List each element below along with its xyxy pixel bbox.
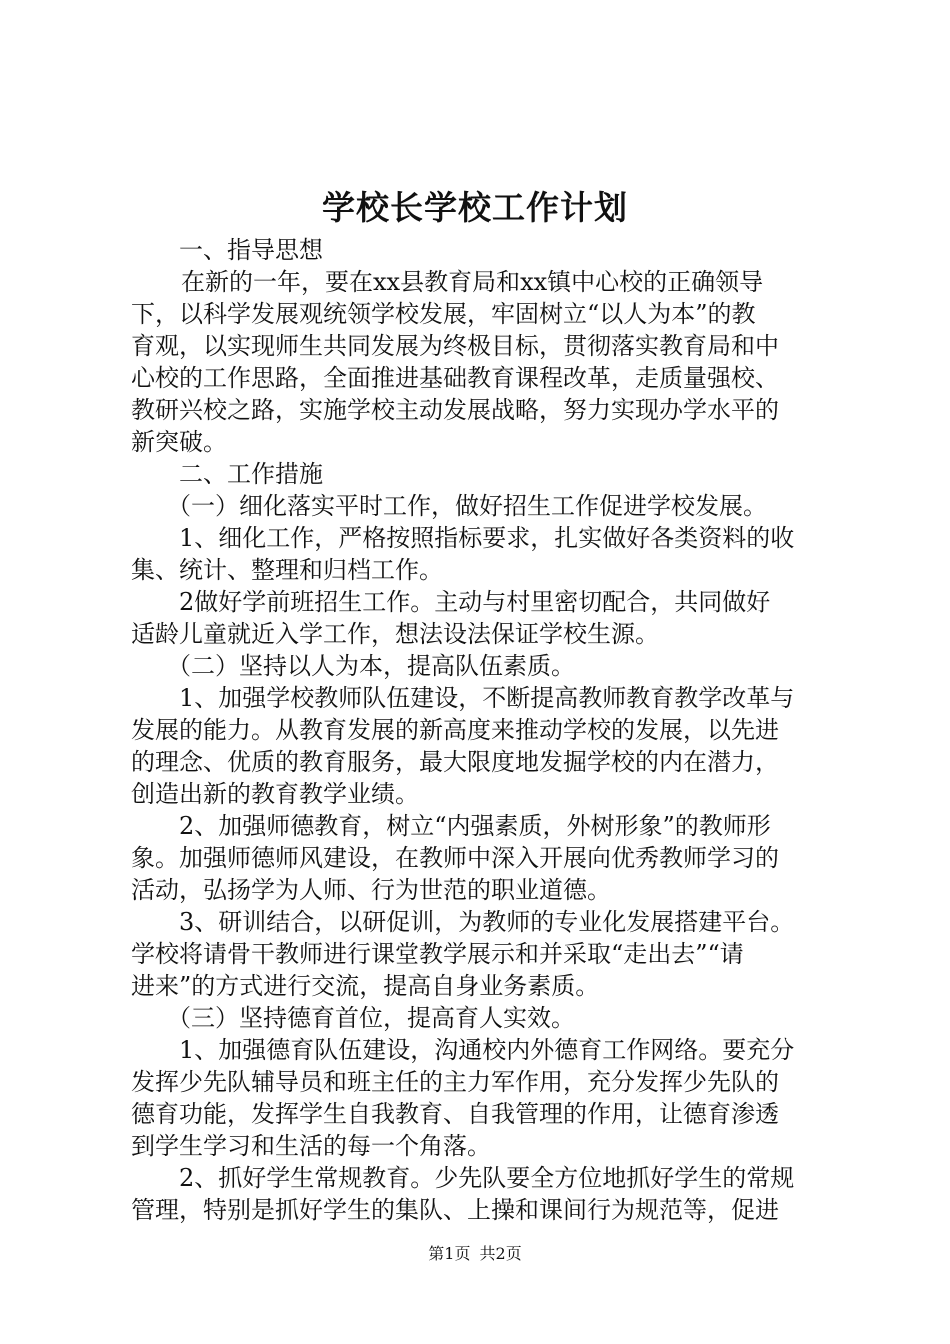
paragraph-line: 到学生学习和生活的每一个角落。 <box>131 1132 491 1160</box>
paragraph-line: 发挥少先队辅导员和班主任的主力军作用，充分发挥少先队的 <box>131 1068 779 1096</box>
paragraph-line: 2、加强师德教育，树立“内强素质，外树形象”的教师形 <box>179 812 771 840</box>
paragraph-line: 教研兴校之路，实施学校主动发展战略，努力实现办学水平的 <box>131 396 779 424</box>
paragraph-line: 2做好学前班招生工作。主动与村里密切配合，共同做好 <box>179 588 771 616</box>
paragraph-line: 的理念、优质的教育服务，最大限度地发掘学校的内在潜力， <box>131 748 779 776</box>
paragraph-line: 1、加强学校教师队伍建设，不断提高教师教育教学改革与 <box>179 684 795 712</box>
paragraph-line: 新突破。 <box>131 428 227 456</box>
paragraph-line: 育观，以实现师生共同发展为终极目标，贯彻落实教育局和中 <box>131 332 779 360</box>
section-heading: 一、指导思想 <box>179 236 323 264</box>
paragraph-line: 1、加强德育队伍建设，沟通校内外德育工作网络。要充分 <box>179 1036 795 1064</box>
paragraph-line: 集、统计、整理和归档工作。 <box>131 556 443 584</box>
paragraph-line: 发展的能力。从教育发展的新高度来推动学校的发展，以先进 <box>131 716 779 744</box>
paragraph-line: 创造出新的教育教学业绩。 <box>131 780 419 808</box>
paragraph-line: 1、细化工作，严格按照指标要求，扎实做好各类资料的收 <box>179 524 795 552</box>
document-title: 学校长学校工作计划 <box>322 188 628 227</box>
paragraph-line: 下，以科学发展观统领学校发展，牢固树立“以人为本”的教 <box>131 300 756 328</box>
page-total: 共2页 <box>479 1244 522 1263</box>
section-heading: 二、工作措施 <box>179 460 323 488</box>
subsection-heading: （二）坚持以人为本，提高队伍素质。 <box>167 652 575 680</box>
paragraph-line: 心校的工作思路，全面推进基础教育课程改革，走质量强校、 <box>131 364 779 392</box>
subsection-heading: （一）细化落实平时工作，做好招生工作促进学校发展。 <box>167 492 767 520</box>
paragraph-line: 管理，特别是抓好学生的集队、上操和课间行为规范等，促进 <box>131 1196 779 1224</box>
paragraph-line: 2、抓好学生常规教育。少先队要全方位地抓好学生的常规 <box>179 1164 795 1192</box>
paragraph-line: 3、研训结合，以研促训，为教师的专业化发展搭建平台。 <box>179 908 795 936</box>
paragraph-line: 进来”的方式进行交流，提高自身业务素质。 <box>131 972 600 1000</box>
paragraph-line: 活动，弘扬学为人师、行为世范的职业道德。 <box>131 876 611 904</box>
paragraph-line: 象。加强师德师风建设，在教师中深入开展向优秀教师学习的 <box>131 844 779 872</box>
paragraph-line: 德育功能，发挥学生自我教育、自我管理的作用，让德育渗透 <box>131 1100 779 1128</box>
paragraph-line: 适龄儿童就近入学工作，想法设法保证学校生源。 <box>131 620 659 648</box>
page-footer <box>0 1243 950 1265</box>
paragraph-line: 在新的一年，要在xx县教育局和xx镇中心校的正确领导 <box>181 268 764 296</box>
subsection-heading: （三）坚持德育首位，提高育人实效。 <box>167 1004 575 1032</box>
paragraph-line: 学校将请骨干教师进行课堂教学展示和并采取“走出去”“请 <box>131 940 744 968</box>
page-number: 第1页 <box>428 1244 471 1263</box>
